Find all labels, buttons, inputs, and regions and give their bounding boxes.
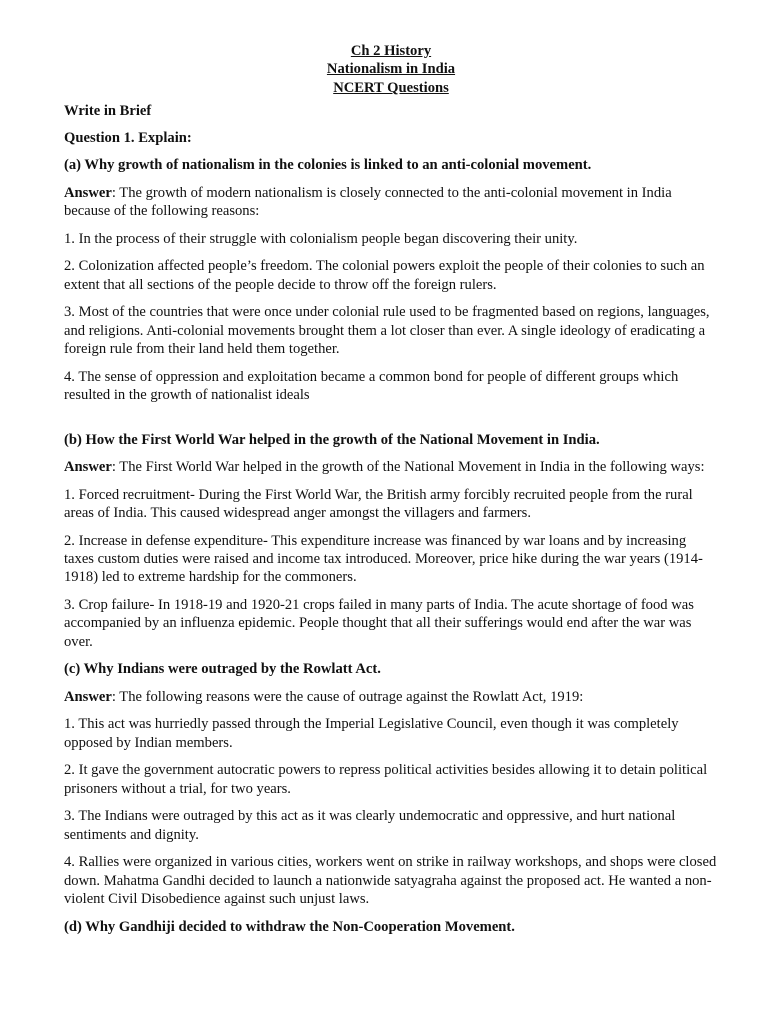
- chapter-subtitle: Nationalism in India: [326, 61, 456, 78]
- point-b-3: 3. Crop failure- In 1918-19 and 1920-21 crops failed in many parts of India. The acute shortage of food was accompanied by an influenza epidemic. People thought that all their sufferings would end after the war was over.: [64, 597, 694, 650]
- point-b-1: 1. Forced recruitment- During the First World War, the British army forcibly recruited people from the rural areas of India. This caused widespread anger amongst the villagers and farmers.: [64, 486, 693, 522]
- subquestion-d: [64, 918, 718, 936]
- point-a-4: 4. The sense of oppression and exploitation became a common bond for people of different groups which resulted in the growth of nationalist ideals: [64, 368, 679, 404]
- spacer: [64, 414, 718, 431]
- chapter-title: Ch 2 History: [350, 43, 432, 59]
- question-title: Question 1. Explain:: [64, 130, 192, 147]
- point-b-2: 2. Increase in defense expenditure- This expenditure increase was financed by war loans and by increasing taxes custom duties were raised and income tax introduced. Moreover, price hike during the war years (1914-1918) led to extreme hardship for the commoners.: [64, 532, 703, 586]
- point-c-3: 3. The Indians were outraged by this act as it was clearly undemocratic and oppressive, and hurt national sentiments and dignity.: [64, 808, 676, 843]
- point-c-4: 4. Rallies were organized in various cities, workers went on strike in railway workshops, and shops were closed down. Mahatma Gandhi decided to launch a nationwide satyagraha against the proposed act. He wanted a non-violent Civil Disobedience against such unjust laws.: [64, 854, 717, 908]
- subquestion-a: [64, 156, 718, 404]
- point-a-1: 1. In the process of their struggle with colonialism people began discovering their unity.: [64, 230, 578, 247]
- point-c-2: 2. It gave the government autocratic powers to repress political activities besides allowing it to detain political prisoners without a trial, for two years.: [64, 762, 708, 797]
- subquestion-c: [64, 660, 718, 908]
- question-d: (d) Why Gandhiji decided to withdraw the Non-Cooperation Movement.: [64, 918, 515, 935]
- question-c: (c) Why Indians were outraged by the Rowlatt Act.: [64, 661, 381, 678]
- answer-label: Answer: [64, 688, 112, 705]
- document-page: [64, 42, 718, 945]
- question-b: (b) How the First World War helped in the growth of the National Movement in India.: [64, 431, 600, 448]
- answer-b: [64, 458, 718, 476]
- answer-b-text: : The First World War helped in the growth of the National Movement in India in the following ways:: [111, 459, 705, 476]
- point-a-2: 2. Colonization affected people’s freedom. The colonial powers exploit the people of their colonies to such an extent that all sections of the people decide to throw off the foreign rulers.: [64, 258, 705, 293]
- question-a: (a) Why growth of nationalism in the colonies is linked to an anti-colonial movement.: [64, 157, 592, 174]
- answer-label: Answer: [64, 184, 112, 201]
- answer-a-text: : The growth of modern nationalism is closely connected to the anti-colonial movement in India because of the following reasons:: [64, 184, 672, 220]
- document-header: [64, 42, 718, 97]
- point-c-1: 1. This act was hurriedly passed through the Imperial Legislative Council, even though it was completely opposed by Indian members.: [64, 716, 679, 751]
- section-title: Write in Brief: [64, 103, 152, 120]
- answer-a: [64, 184, 718, 221]
- answer-c-text: : The following reasons were the cause of outrage against the Rowlatt Act, 1919:: [111, 688, 584, 705]
- answer-label: Answer: [64, 459, 112, 476]
- section-source: NCERT Questions: [333, 79, 449, 96]
- point-a-3: 3. Most of the countries that were once under colonial rule used to be fragmented based on regions, languages, and religions. Anti-colonial movements brought them a lot closer than ever. A single ideology of eradicating a foreign rule from their land held them together.: [64, 304, 710, 358]
- answer-c: [64, 688, 718, 706]
- subquestion-b: [64, 431, 718, 652]
